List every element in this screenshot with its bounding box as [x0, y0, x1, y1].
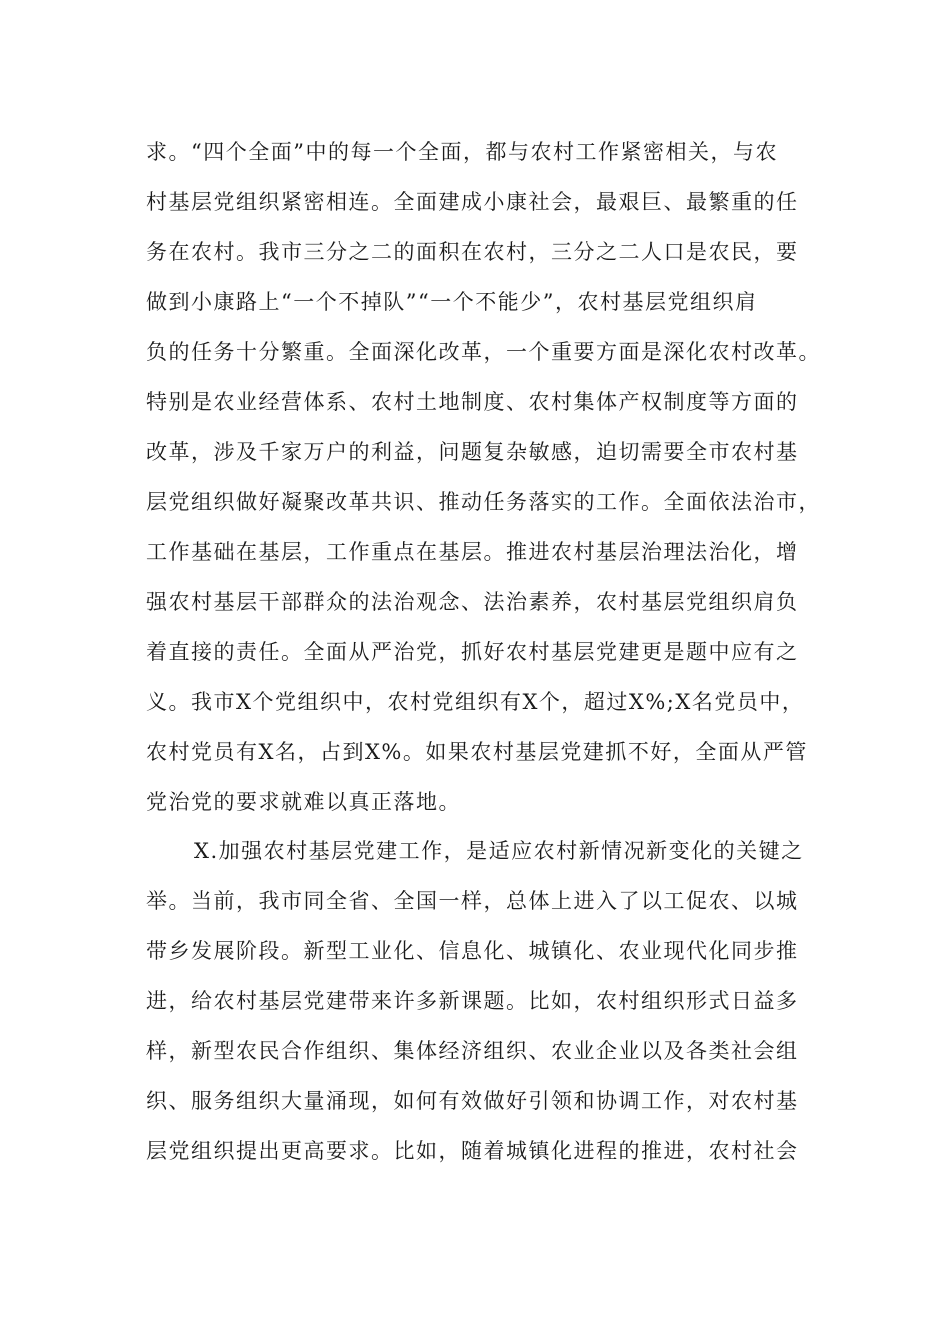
paragraph-line: 党治党的要求就难以真正落地。: [146, 790, 461, 814]
paragraph-line: 样，新型农民合作组织、集体经济组织、农业企业以及各类社会组: [146, 1039, 799, 1063]
paragraph-line: 进，给农村基层党建带来许多新课题。比如，农村组织形式日益多: [146, 989, 799, 1013]
paragraph-line: X.加强农村基层党建工作，是适应农村新情况新变化的关键之: [194, 839, 804, 863]
paragraph-line: 着直接的责任。全面从严治党，抓好农村基层党建更是题中应有之: [146, 640, 799, 664]
paragraph-2: [146, 826, 836, 1176]
paragraph-line: 织、服务组织大量涌现，如何有效做好引领和协调工作，对农村基: [146, 1089, 799, 1113]
paragraph-line: 带乡发展阶段。新型工业化、信息化、城镇化、农业现代化同步推: [146, 939, 799, 963]
paragraph-line: 求。“四个全面”中的每一个全面，都与农村工作紧密相关，与农: [146, 140, 778, 164]
paragraph-line: 举。当前，我市同全省、全国一样，总体上进入了以工促农、以城: [146, 889, 799, 913]
paragraph-line: 义。我市X个党组织中，农村党组织有X个，超过X%;X名党员中，: [146, 690, 805, 714]
paragraph-line: 层党组织提出更高要求。比如，随着城镇化进程的推进，农村社会: [146, 1139, 799, 1163]
paragraph-line: 特别是农业经营体系、农村土地制度、农村集体产权制度等方面的: [146, 390, 799, 414]
paragraph-line: 强农村基层干部群众的法治观念、法治素养，农村基层党组织肩负: [146, 590, 799, 614]
paragraph-1: [146, 127, 836, 827]
paragraph-line: 村基层党组织紧密相连。全面建成小康社会，最艰巨、最繁重的任: [146, 190, 799, 214]
paragraph-line: 层党组织做好凝聚改革共识、推动任务落实的工作。全面依法治市，: [146, 490, 821, 514]
paragraph-line: 负的任务十分繁重。全面深化改革，一个重要方面是深化农村改革。: [146, 340, 821, 364]
paragraph-line: 做到小康路上“一个不掉队”“一个不能少”，农村基层党组织肩: [146, 290, 758, 314]
paragraph-line: 务在农村。我市三分之二的面积在农村，三分之二人口是农民，要: [146, 240, 799, 264]
paragraph-line: 改革，涉及千家万户的利益，问题复杂敏感，迫切需要全市农村基: [146, 440, 799, 464]
paragraph-line: 工作基础在基层，工作重点在基层。推进农村基层治理法治化，增: [146, 540, 799, 564]
paragraph-line: 农村党员有X名，占到X%。如果农村基层党建抓不好，全面从严管: [146, 740, 808, 764]
